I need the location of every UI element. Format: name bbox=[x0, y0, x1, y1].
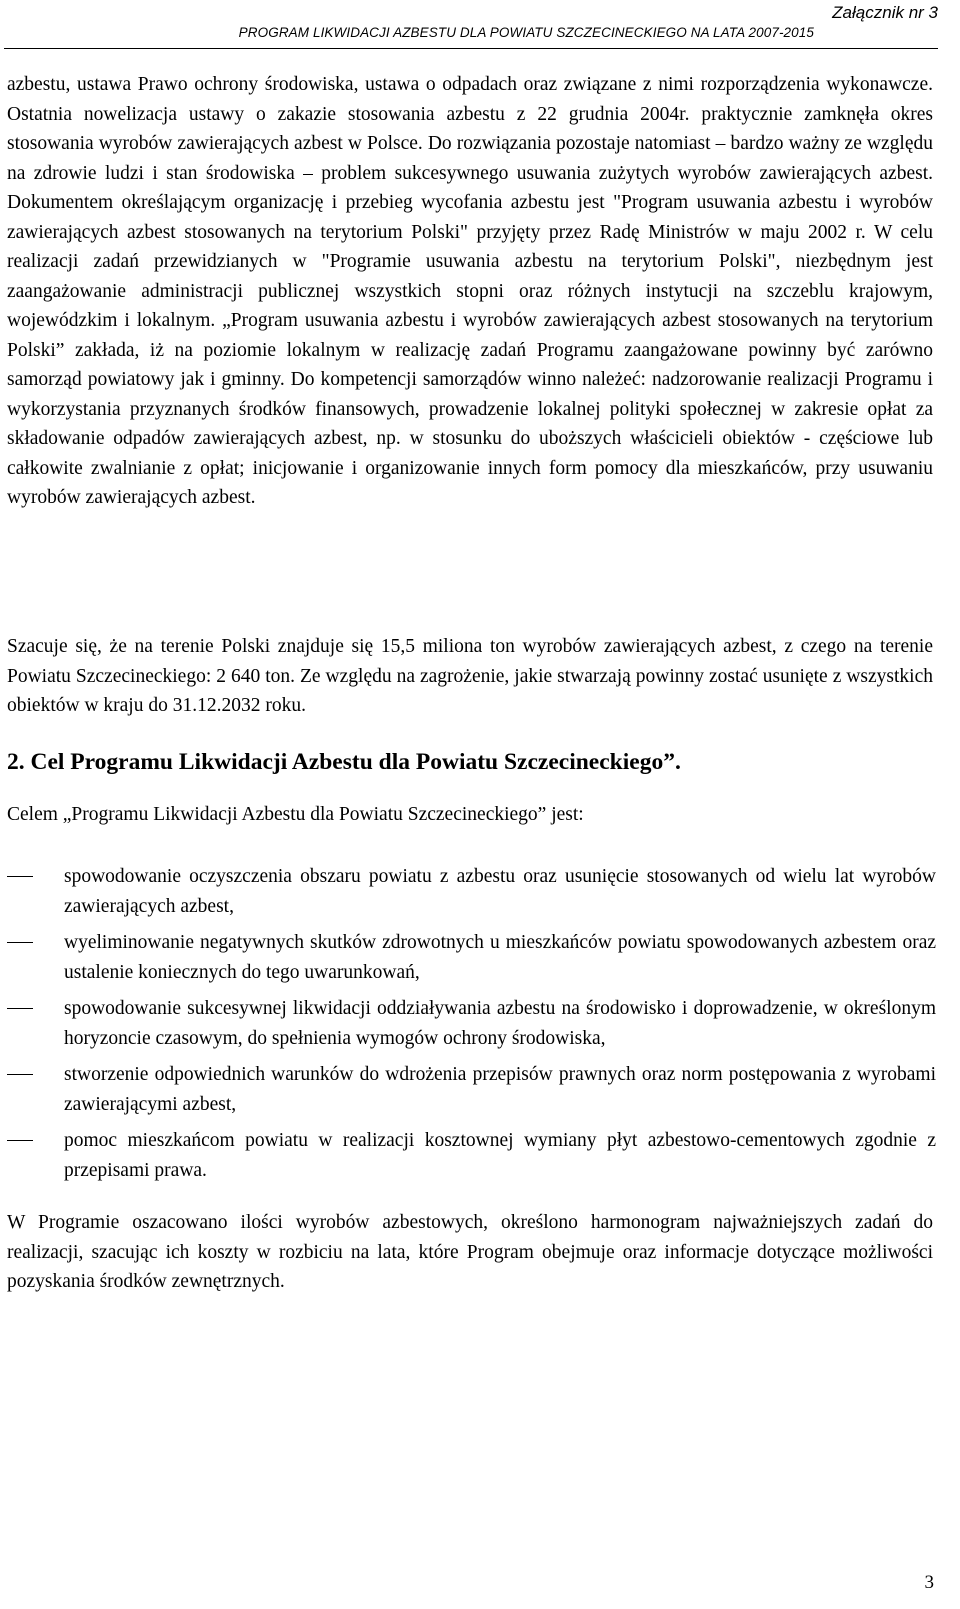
section-heading: 2. Cel Programu Likwidacji Azbestu dla Powiatu Szczecineckiego”. bbox=[7, 749, 681, 775]
header-rule bbox=[4, 48, 938, 49]
list-item-text: stworzenie odpowiednich warunków do wdrożenia przepisów prawnych oraz norm postępowania z wyrobami zawierającymi azbest, bbox=[64, 1064, 936, 1115]
page-number: 3 bbox=[924, 1572, 934, 1593]
list-item bbox=[0, 928, 940, 987]
list-item bbox=[0, 862, 940, 921]
list-item-text: pomoc mieszkańcom powiatu w realizacji kosztownej wymiany płyt azbestowo-cementowych zgodnie z przepisami prawa. bbox=[64, 1130, 936, 1181]
dash-bullet-icon bbox=[7, 1008, 33, 1009]
list-item bbox=[0, 994, 940, 1053]
goals-list bbox=[0, 862, 940, 1192]
dash-bullet-icon bbox=[7, 876, 33, 877]
list-item-text: spowodowanie oczyszczenia obszaru powiatu z azbestu oraz usunięcie stosowanych od wielu lat wyrobów zawierających azbest, bbox=[64, 866, 936, 917]
running-header: PROGRAM LIKWIDACJI AZBESTU DLA POWIATU SZCZECINECKIEGO NA LATA 2007-2015 bbox=[238, 25, 814, 40]
list-item-text: wyeliminowanie negatywnych skutków zdrowotnych u mieszkańców powiatu spowodowanych azbestem oraz ustalenie koniecznych do tego uwarunkowań, bbox=[64, 932, 936, 983]
annex-label: Załącznik nr 3 bbox=[832, 3, 938, 22]
dash-bullet-icon bbox=[7, 1074, 33, 1075]
dash-bullet-icon bbox=[7, 942, 33, 943]
paragraph-legal-context: azbestu, ustawa Prawo ochrony środowiska, ustawa o odpadach oraz związane z nimi rozporządzenia wykonawcze. Ostatnia nowelizacja ustawy o zakazie stosowania azbestu z 22 grudnia 2004r. praktycznie zamknęła okres stosowania wyrobów zawierających azbest w Polsce. Do rozwiązania pozostaje natomiast – bardzo ważny ze względu na zdrowie ludzi i stan środowiska – problem sukcesywnego usuwania zużytych wyrobów zawierających azbest. Dokumentem określającym organizację i przebieg wycofania azbestu jest "Program usuwania azbestu i wyrobów zawierających azbest stosowanych na terytorium Polski" przyjęty przez Radę Ministrów w maju 2002 r. W celu realizacji zadań przewidzianych w "Programie usuwania azbestu na terytorium Polski", niezbędnym jest zaangażowanie administracji publicznej wszystkich stopni oraz różnych instytucji na szczeblu krajowym, wojewódzkim i lokalnym. „Program usuwania azbestu i wyrobów zawierających azbest stosowanych na terytorium Polski” zakłada, iż na poziomie lokalnym w realizację zadań Programu zaangażowane powinny być zarówno samorząd powiatowy jak i gminny. Do kompetencji samorządów winno należeć: nadzorowanie realizacji Programu i wykorzystania przyznanych środków finansowych, prowadzenie lokalnej polityki społecznej w zakresie opłat za składowanie odpadów zawierających azbest, np. w stosunku do uboższych właścicieli obiektów - częściowe lub całkowite zwalnianie z opłat; inicjowanie i organizowanie innych form pomocy dla mieszkańców, przy usuwaniu wyrobów zawierających azbest. bbox=[7, 74, 933, 508]
list-item-text: spowodowanie sukcesywnej likwidacji oddziaływania azbestu na środowisko i doprowadzenie, w określonym horyzoncie czasowym, do spełnienia wymogów ochrony środowiska, bbox=[64, 998, 936, 1049]
list-item bbox=[0, 1060, 940, 1119]
paragraph-asbestos-estimate: Szacuje się, że na terenie Polski znajduje się 15,5 miliona ton wyrobów zawierających azbest, z czego na terenie Powiatu Szczecineckiego: 2 640 ton. Ze względu na zagrożenie, jakie stwarzają powinny zostać usunięte z wszystkich obiektów w kraju do 31.12.2032 roku. bbox=[7, 636, 933, 716]
goals-intro: Celem „Programu Likwidacji Azbestu dla Powiatu Szczecineckiego” jest: bbox=[7, 804, 584, 825]
dash-bullet-icon bbox=[7, 1140, 33, 1141]
list-item bbox=[0, 1126, 940, 1185]
paragraph-program-summary: W Programie oszacowano ilości wyrobów azbestowych, określono harmonogram najważniejszych zadań do realizacji, szacując ich koszty w rozbiciu na lata, które Program obejmuje oraz informacje dotyczące możliwości pozyskania środków zewnętrznych. bbox=[7, 1212, 933, 1292]
